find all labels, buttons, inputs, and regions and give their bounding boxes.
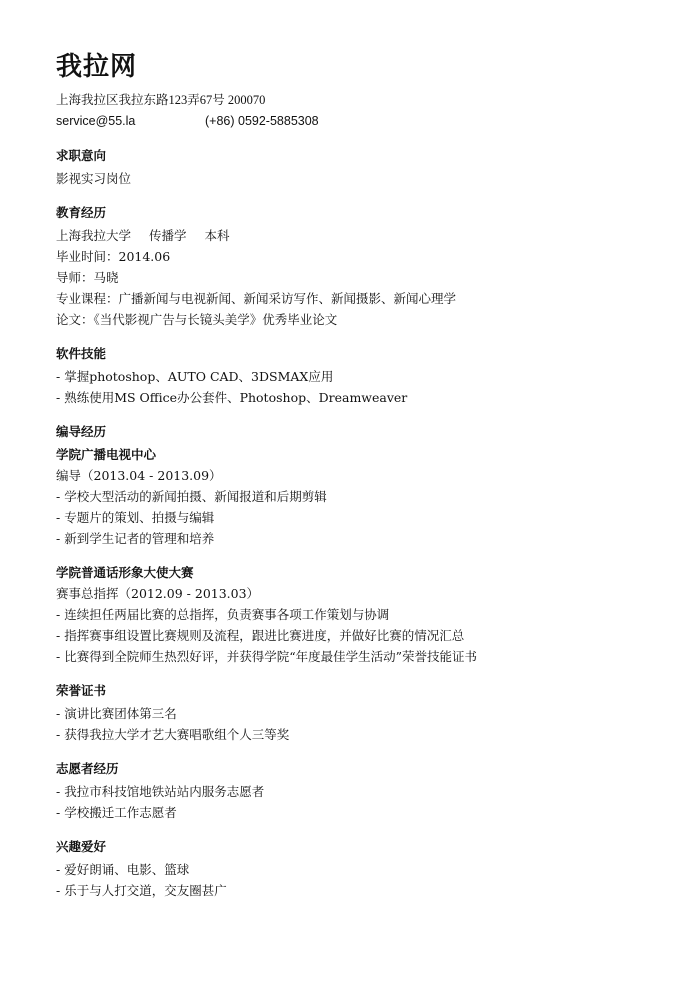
list-item: - 比赛得到全院师生热烈好评，并获得学院“年度最佳学生活动”荣誉技能证书 [56, 646, 656, 667]
skills-section [56, 343, 656, 408]
section-title: 荣誉证书 [56, 683, 107, 698]
school: 上海我拉大学 [56, 228, 132, 243]
section-title: 教育经历 [56, 205, 107, 220]
list-item: - 熟练使用MS Office办公套件、Photoshop、Dreamweaver [56, 387, 656, 408]
education-section [56, 202, 656, 330]
candidate-name: 我拉网 [56, 52, 138, 82]
list-item: - 指挥赛事组设置比赛规则及流程，跟进比赛进度，并做好比赛的情况汇总 [56, 625, 656, 646]
list-item: - 学校搬迁工作志愿者 [56, 802, 656, 823]
objective-text: 影视实习岗位 [56, 171, 132, 186]
volunteer-section [56, 758, 656, 823]
list-item: - 专题片的策划、拍摄与编辑 [56, 507, 656, 528]
list-item: - 学校大型活动的新闻拍摄、新闻报道和后期剪辑 [56, 486, 656, 507]
section-title: 编导经历 [56, 424, 107, 439]
organization-title: 学院普通话形象大使大赛 [56, 565, 194, 580]
contact-row [56, 111, 656, 132]
education-row [56, 225, 656, 246]
phone: (+86) 0592-5885308 [205, 114, 319, 128]
list-item: - 爱好朗诵、电影、篮球 [56, 859, 656, 880]
major: 传播学 [149, 228, 187, 243]
section-title: 求职意向 [56, 148, 107, 163]
role-period: 赛事总指挥（2012.09 - 2013.03） [56, 586, 260, 601]
section-title: 兴趣爱好 [56, 839, 107, 854]
list-item: - 新到学生记者的管理和培养 [56, 528, 656, 549]
section-title: 软件技能 [56, 346, 107, 361]
address: 上海我拉区我拉东路123弄67号 200070 [56, 93, 266, 107]
email: service@55.la [56, 114, 136, 128]
resume-header [56, 50, 656, 132]
list-item: - 连续担任两届比赛的总指挥，负责赛事各项工作策划与协调 [56, 604, 656, 625]
list-item: - 演讲比赛团体第三名 [56, 703, 656, 724]
thesis: 论文：《当代影视广告与长镜头美学》优秀毕业论文 [56, 312, 338, 327]
section-title: 志愿者经历 [56, 761, 119, 776]
courses: 专业课程：广播新闻与电视新闻、新闻采访写作、新闻摄影、新闻心理学 [56, 291, 457, 306]
graduation-date: 毕业时间：2014.06 [56, 249, 171, 264]
honors-section [56, 680, 656, 745]
resume-page [56, 50, 656, 901]
hobbies-section [56, 836, 656, 901]
advisor: 导师：马晓 [56, 270, 119, 285]
list-item: - 我拉市科技馆地铁站站内服务志愿者 [56, 781, 656, 802]
list-item: - 获得我拉大学才艺大赛唱歌组个人三等奖 [56, 724, 656, 745]
list-item: - 乐于与人打交道，交友圈甚广 [56, 880, 656, 901]
directing-section [56, 421, 656, 667]
list-item: - 掌握photoshop、AUTO CAD、3DSMAX应用 [56, 366, 656, 387]
organization-title: 学院广播电视中心 [56, 447, 157, 462]
objective-section [56, 145, 656, 189]
degree: 本科 [204, 228, 230, 243]
spacer [56, 549, 656, 562]
role-period: 编导（2013.04 - 2013.09） [56, 468, 222, 483]
